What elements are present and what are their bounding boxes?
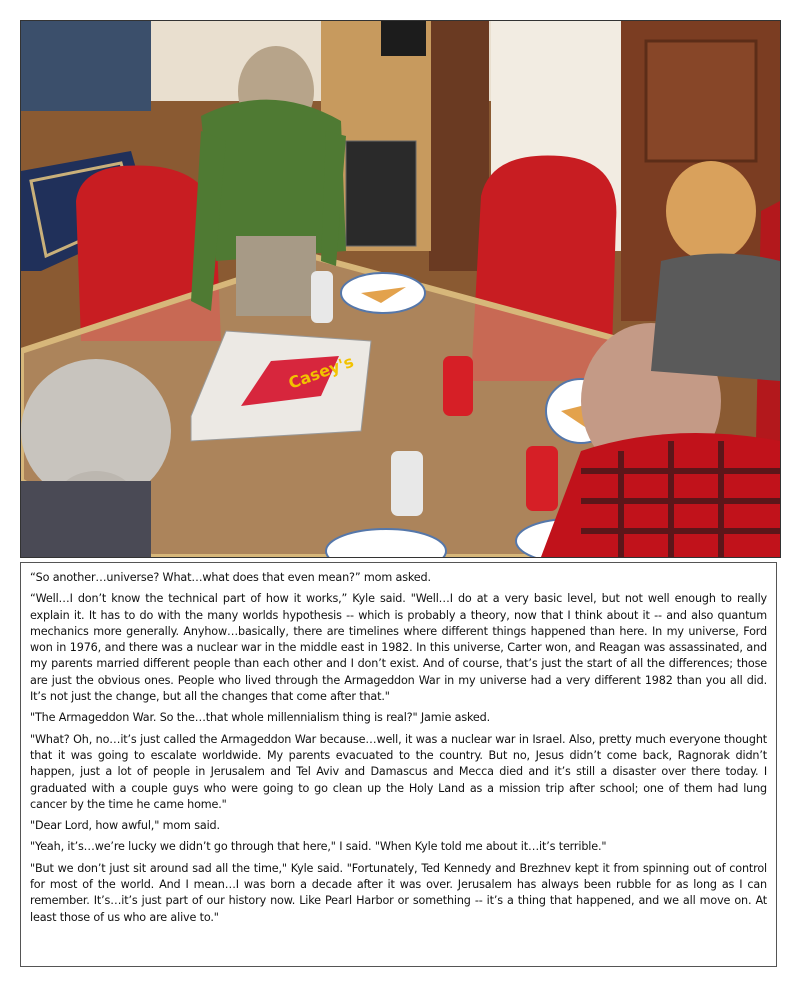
dialogue-paragraph-6: "Yeah, it’s…we’re lucky we didn’t go through that here," I said. "When Kyle told me about it…it’s terrible." (30, 840, 607, 854)
box-brand-text: Casey's (285, 351, 357, 393)
monitor (381, 21, 426, 56)
curtain (21, 21, 151, 111)
coke-can-2 (526, 446, 558, 511)
dialogue-paragraph-7: "But we don’t just sit around sad all the time," Kyle said. "Fortunately, Ted Kennedy and Brezhnev kept it from spinning out of control for most of the world. And I mean…I was born a decade after it was over. Jerusalem has always been rubble for as long as I can remember. It’s…it’s just part of our history now. Like Pearl Harbor or something -- it’s a thing that happened, and we all move on. At least those of us who are alive to." (30, 861, 767, 924)
dialogue-paragraph-4: "What? Oh, no…it’s just called the Armageddon War because…well, it was a nuclear war in Israel. Also, pretty much everyone thought that it was going to escalate worldwide. My parents evacuated to the country. But no, Jesus didn’t come back, Ragnorak didn’t happen, just a lot of people in Jerusalem and Tel Aviv and Damascus and Mecca died and it’s still a disaster over there today. I graduated with a couple guys who were going to go clean up the Holy Land as a mission trip after school; one of them had lung cancer by the time he came home." (30, 732, 767, 811)
woman-pants (236, 236, 316, 316)
dining-scene-illustration (21, 21, 780, 557)
narration-textbox (20, 562, 777, 967)
dialogue-paragraph-5: "Dear Lord, how awful," mom said. (30, 819, 220, 833)
dialogue-paragraph-2: “Well…I don’t know the technical part of how it works,” Kyle said. "Well…I do at a very basic level, but not well enough to really explain it. It has to do with the many worlds hypothesis -- which is probably a theory, now that I think about it -- and also quantum mechanics more generally. Anyhow…basically, there are timelines where different things happened than here. In my universe, Ford won in 1976, and there was a nuclear war in the middle east in 1982. In this universe, Carter won, and Reagan was assassinated, and my parents married different people than each other and I don’t exist. And of course, that’s just the start of all the differences; those are just the obvious ones. People who lived through the Armageddon War in my universe had a very different 1982 than you all did. It’s not just the change, but all the changes that come after that." (30, 592, 767, 704)
coke-can-1 (443, 356, 473, 416)
comic-panel-image (20, 20, 781, 558)
blonde-woman-hair (666, 161, 756, 261)
computer-tower (346, 141, 416, 246)
dialogue-paragraph-1: “So another…universe? What…what does that even mean?” mom asked. (30, 571, 431, 584)
diet-coke-can-1 (311, 271, 333, 323)
blonde-woman-jacket (651, 254, 780, 382)
diet-coke-can-2 (391, 451, 423, 516)
dialogue-paragraph-3: "The Armageddon War. So the…that whole millennialism thing is real?" Jamie asked. (30, 711, 491, 725)
